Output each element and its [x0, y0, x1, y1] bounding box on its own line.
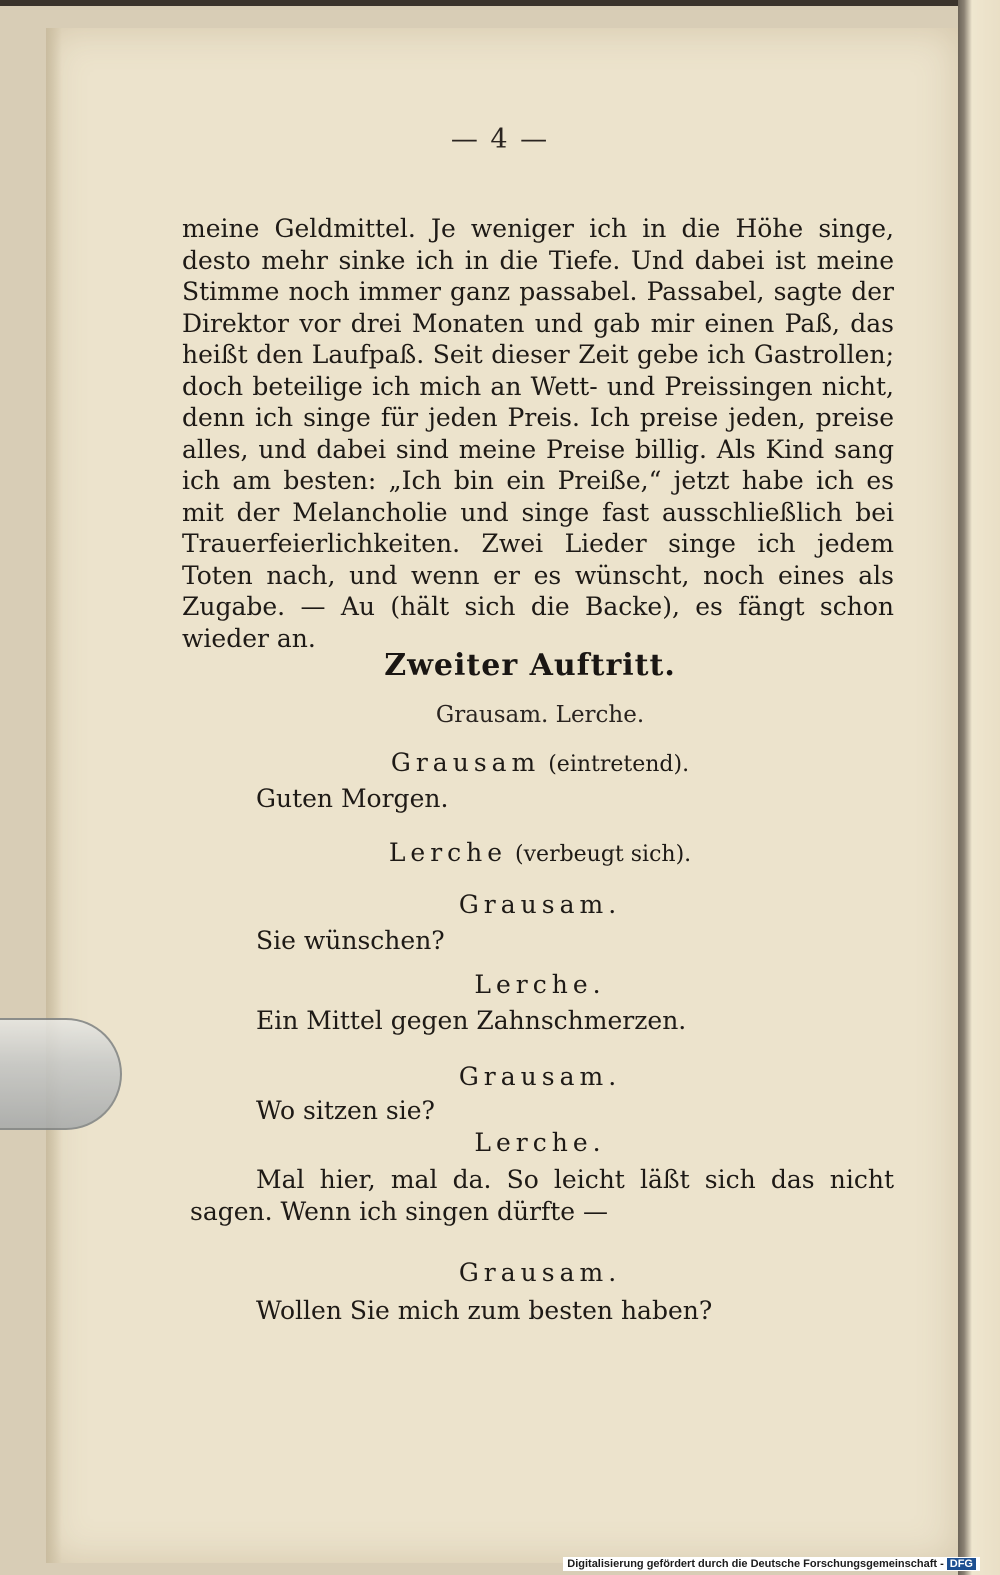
- dialogue-line-7: Wollen Sie mich zum besten haben?: [256, 1296, 713, 1325]
- stage-direction: (verbeugt sich).: [515, 842, 692, 867]
- dfg-logo: DFG: [947, 1558, 976, 1570]
- digitization-footer: [563, 1557, 980, 1571]
- scan-top-edge: [0, 0, 1000, 6]
- speaker-name: Grausam.: [458, 890, 622, 919]
- speaker-line-4: [0, 970, 1000, 999]
- body-paragraph: meine Geldmittel. Je weniger ich in die Höhe singe, desto mehr sinke ich in die Tiefe. Und dabei ist meine Stimme noch immer ganz passabel. Passabel, sagte der Direktor vor drei Monaten und gab mir einen Paß, das heißt den Laufpaß. Seit dieser Zeit gebe ich Gastrollen; doch beteilige ich mich an Wett- und Preissingen nicht, denn ich singe für jeden Preis. Ich preise jeden, preise alles, und dabei sind meine Preise billig. Als Kind sang ich am besten: „Ich bin ein Preiße,“ jetzt habe ich es mit der Melancholie und singe fast ausschließlich bei Trauerfeierlichkeiten. Zwei Lieder singe ich jedem Toten nach, und wenn er es wünscht, noch eines als Zugabe. — Au (hält sich die Backe), es fängt schon wieder an.: [182, 214, 894, 653]
- footer-text: Digitalisierung gefördert durch die Deutsche Forschungsgemeinschaft -: [567, 1558, 944, 1570]
- dialogue-line-6: Mal hier, mal da. So leicht läßt sich das nicht sagen. Wenn ich singen dürfte —: [190, 1165, 894, 1226]
- scene-heading: Zweiter Auftritt.: [384, 648, 676, 683]
- speaker-name: Grausam.: [458, 1062, 622, 1091]
- scene-persons: Grausam. Lerche.: [435, 702, 645, 728]
- speaker-line-6: [0, 1128, 1000, 1157]
- dialogue-line-4: Ein Mittel gegen Zahnschmerzen.: [256, 1006, 687, 1035]
- dialogue-line-5: Wo sitzen sie?: [256, 1096, 435, 1125]
- dialogue-line-1: Guten Morgen.: [256, 784, 449, 813]
- speaker-line-2: [0, 838, 1000, 867]
- stage-direction: (eintretend).: [548, 752, 690, 777]
- page-gutter-shadow: [46, 28, 62, 1563]
- speaker-name: Grausam.: [458, 1258, 622, 1287]
- page-number: — 4 —: [450, 124, 550, 155]
- dialogue-line-3: Sie wünschen?: [256, 926, 445, 955]
- speaker-line-5: [0, 1062, 1000, 1091]
- speaker-line-1: [0, 748, 1000, 777]
- facing-page-edge: [958, 0, 1000, 1575]
- speaker-name: Lerche: [388, 838, 508, 867]
- speaker-line-7: [0, 1258, 1000, 1287]
- speaker-line-3: [0, 890, 1000, 919]
- speaker-name: Lerche.: [474, 970, 606, 999]
- speaker-name: Grausam: [390, 748, 541, 777]
- speaker-name: Lerche.: [474, 1128, 606, 1157]
